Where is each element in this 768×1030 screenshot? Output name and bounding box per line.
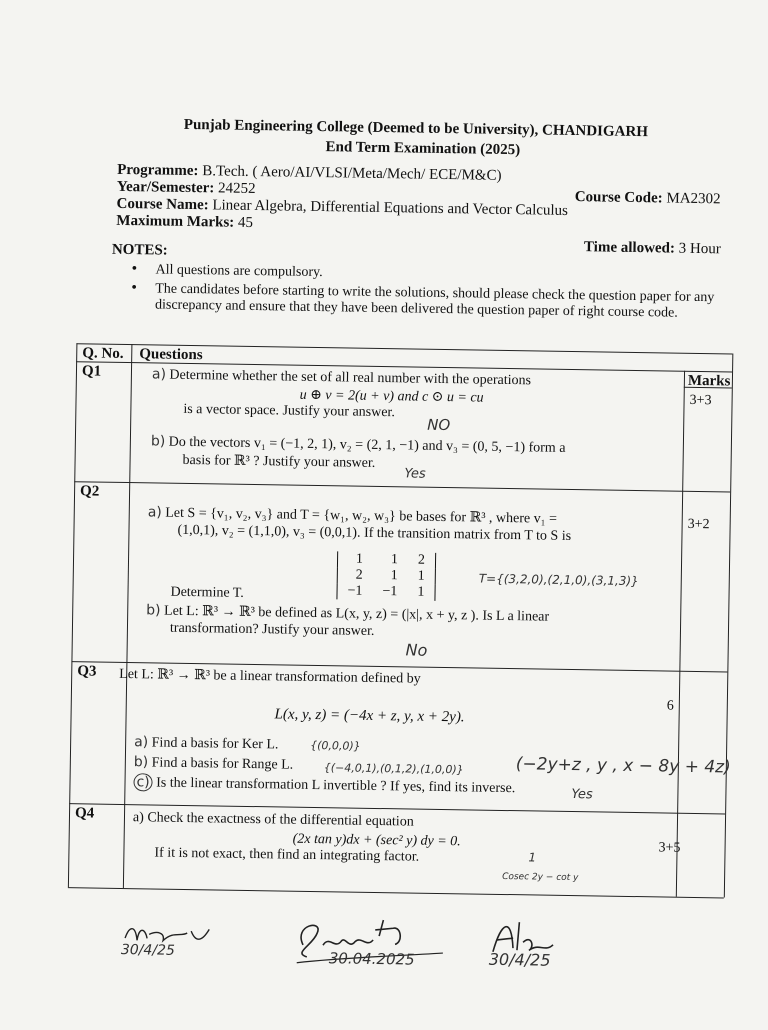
q1b-handwritten-answer: Yes xyxy=(404,466,426,482)
matrix-cell: 2 xyxy=(417,552,425,568)
q1-marks: 3+3 xyxy=(689,392,712,409)
transition-matrix xyxy=(336,551,436,601)
q2-label: Q2 xyxy=(79,483,100,500)
notes-list xyxy=(131,262,732,325)
q3-label: Q3 xyxy=(77,663,97,680)
time-line xyxy=(584,239,721,258)
q2a-handwritten-answer: T={(3,2,0),(2,1,0),(3,1,3)} xyxy=(478,571,639,589)
q4-marks: 3+5 xyxy=(658,840,681,856)
q4a-integrating-factor: If it is not exact, then find an integrating factor. xyxy=(154,845,420,865)
q4a-equation: (2x tan y)dx + (sec² y) dy = 0. xyxy=(292,831,461,850)
matrix-row xyxy=(337,583,435,601)
table-rule xyxy=(74,481,730,492)
q2b-justify: transformation? Justify your answer. xyxy=(169,620,375,639)
matrix-cell: 1 xyxy=(417,568,425,584)
q1b-justify: basis for ℝ³ ? Justify your answer. xyxy=(182,452,376,471)
signature-2 xyxy=(282,905,453,988)
matrix-row xyxy=(337,551,435,569)
maxmarks-line xyxy=(116,213,253,232)
coursecode-value: MA2302 xyxy=(666,190,721,208)
q4a-line xyxy=(133,810,414,830)
q2a-lead: a) xyxy=(147,504,162,521)
matrix-cell: 2 xyxy=(355,567,363,583)
q1a-lead: a) xyxy=(151,366,167,383)
q1a-text: Determine whether the set of all real number with the operations xyxy=(169,367,532,389)
col-qno-header: Q. No. xyxy=(82,345,124,362)
coursename-label: Course Name: xyxy=(116,195,209,214)
coursecode-line xyxy=(575,189,721,208)
yearsem-line xyxy=(117,179,256,198)
table-rule xyxy=(724,354,734,898)
q1-label: Q1 xyxy=(81,363,102,380)
col-questions-header: Questions xyxy=(139,346,203,364)
q1a-line xyxy=(152,366,531,389)
q3a-line xyxy=(134,734,279,753)
q1a-operations: u ⊕ v = 2(u + v) and c ⊙ u = cu xyxy=(299,387,484,406)
q2b-text: Let L: ℝ³ → ℝ³ be defined as L(x, y, z) = (|x|, x + y, z ). Is L a linear xyxy=(163,603,550,625)
matrix-cell: 1 xyxy=(390,552,398,568)
university-title: Punjab Engineering College (Deemed to be University), CHANDIGARH xyxy=(183,116,649,141)
q1a-handwritten-answer: NO xyxy=(427,415,451,435)
q2a-text: Let S = {v₁, v₂, v₃} and T = {w₁, w₂, w₃} be bases for ℝ³ , where v₁ = xyxy=(165,505,558,527)
q3c-lead: c) xyxy=(133,773,152,791)
q4-label: Q4 xyxy=(74,805,95,822)
q3b-text: Find a basis for Range L. xyxy=(151,755,294,773)
maxmarks-value: 45 xyxy=(237,214,254,231)
coursecode-label: Course Code: xyxy=(574,189,663,207)
q3b-line xyxy=(134,754,294,774)
matrix-cell: −1 xyxy=(382,584,398,600)
matrix-row xyxy=(337,567,435,585)
maxmarks-label: Maximum Marks: xyxy=(116,212,235,231)
signature-2-date: 30.04.2025 xyxy=(328,949,415,969)
q4a-text: Check the exactness of the differential equation xyxy=(147,810,414,830)
q3a-lead: a) xyxy=(134,734,149,751)
yearsem-label: Year/Semester: xyxy=(116,178,215,197)
note-item: • All questions are compulsory. xyxy=(131,262,731,287)
matrix-cell: 1 xyxy=(390,568,398,584)
matrix-cell: 1 xyxy=(355,551,364,567)
q3-intro: Let L: ℝ³ → ℝ³ be a linear transformation defined by xyxy=(119,666,421,687)
questions-table xyxy=(8,0,768,6)
table-rule xyxy=(123,344,133,888)
q2a-text-2: (1,0,1), v₂ = (1,1,0), v₃ = (0,0,1). If the transition matrix from T to S is xyxy=(177,522,572,545)
q3a-handwritten-answer: {(0,0,0)} xyxy=(310,738,361,753)
q3c-text: Is the linear transformation L invertible ? If yes, find its inverse. xyxy=(156,775,516,797)
q3b-lead: b) xyxy=(133,754,149,771)
q4-handwritten-cosec: Cosec 2y − cot y xyxy=(502,871,579,884)
time-label: Time allowed: xyxy=(583,239,676,257)
table-rule xyxy=(68,887,724,898)
q1b-lead: b) xyxy=(150,433,166,450)
q2-marks: 3+2 xyxy=(687,516,710,533)
matrix-cell: 1 xyxy=(417,584,425,600)
col-marks-header: Marks xyxy=(687,372,731,390)
signature-3-date: 30/4/25 xyxy=(488,949,551,970)
q3-marks: 6 xyxy=(666,698,674,714)
q2b-lead: b) xyxy=(146,602,161,619)
q1a-justify: is a vector space. Justify your answer. xyxy=(183,401,395,421)
yearsem-value: 24252 xyxy=(217,180,256,198)
q3-handwritten-inverse: (−2y+z , y , x − 8y + 4z) xyxy=(515,754,731,778)
signature-1-date: 30/4/25 xyxy=(120,941,176,959)
time-value: 3 Hour xyxy=(678,240,721,258)
coursename-value: Linear Algebra, Differential Equations and Vector Calculus xyxy=(212,197,569,219)
q3a-text: Find a basis for Ker L. xyxy=(151,735,279,753)
q2b-handwritten-answer: No xyxy=(405,640,428,660)
q2a-determine: Determine T. xyxy=(170,584,244,601)
q1b-text: Do the vectors v₁ = (−1, 2, 1), v₂ = (2, 1, −1) and v₃ = (0, 5, −1) form a xyxy=(168,434,566,456)
q3b-handwritten-answer: {(−4,0,1),(0,1,2),(1,0,0)} xyxy=(323,761,464,777)
q3c-handwritten-answer: Yes xyxy=(571,787,593,803)
table-rule xyxy=(676,371,685,897)
q4-handwritten-one: 1 xyxy=(528,850,537,865)
note-item: • The candidates before starting to write the solutions, should please check the question paper for any discrepancy and ensure that they have been delivered the question paper of right course code. xyxy=(131,281,731,322)
exam-title: End Term Examination (2025) xyxy=(325,139,521,159)
matrix-cell: −1 xyxy=(347,583,363,599)
programme-value: B.Tech. ( Aero/AI/VLSI/Meta/Mech/ ECE/M&C) xyxy=(202,163,502,184)
q3-formula: L(x, y, z) = (−4x + z, y, x + 2y). xyxy=(274,706,465,726)
q4a-lead: a) xyxy=(132,810,144,826)
programme-label: Programme: xyxy=(117,161,199,180)
q3c-line xyxy=(133,774,515,797)
notes-heading: NOTES: xyxy=(111,241,168,259)
